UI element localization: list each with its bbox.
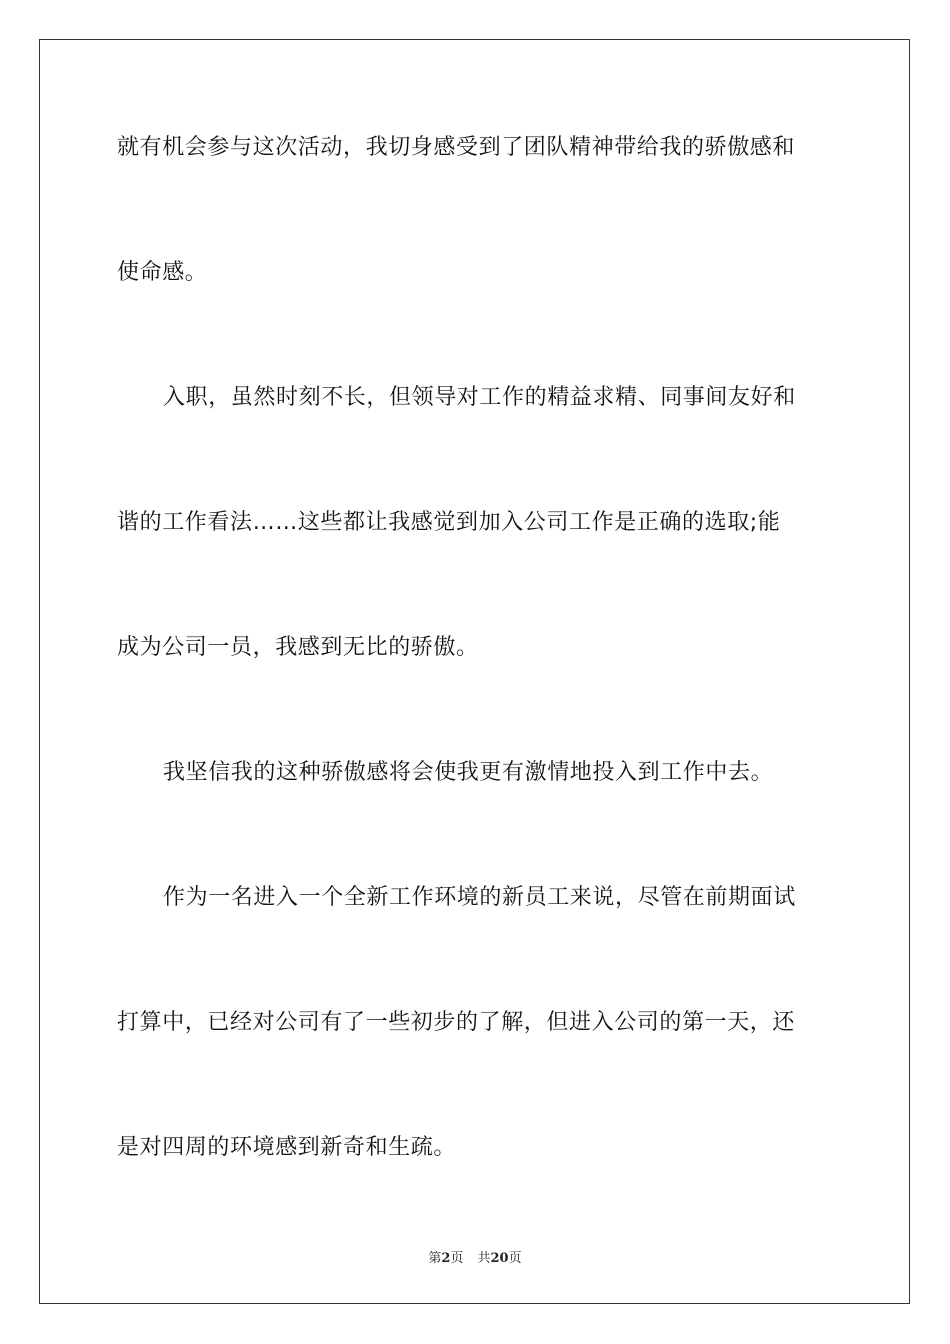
total-prefix: 共	[477, 1251, 491, 1266]
paragraph-line-3: 入职，虽然时刻不长，但领导对工作的精益求精、同事间友好和	[163, 385, 796, 410]
page-prefix: 第	[428, 1251, 442, 1266]
paragraph-line-4: 谐的工作看法……这些都让我感觉到加入公司工作是正确的选取;能	[117, 510, 781, 535]
page-border	[39, 39, 910, 1304]
page-number: 2	[441, 1251, 451, 1266]
total-pages: 20	[490, 1251, 509, 1266]
page-suffix: 页	[450, 1251, 464, 1266]
paragraph-line-7: 作为一名进入一个全新工作环境的新员工来说，尽管在前期面试	[163, 885, 796, 910]
paragraph-line-2: 使命感。	[117, 260, 208, 285]
total-suffix: 页	[508, 1251, 522, 1266]
paragraph-line-8: 打算中，已经对公司有了一些初步的了解，但进入公司的第一天，还	[117, 1010, 796, 1035]
paragraph-line-1: 就有机会参与这次活动，我切身感受到了团队精神带给我的骄傲感和	[117, 135, 796, 160]
paragraph-line-5: 成为公司一员，我感到无比的骄傲。	[117, 635, 479, 660]
paragraph-line-9: 是对四周的环境感到新奇和生疏。	[117, 1135, 457, 1160]
page-footer	[0, 1247, 950, 1266]
paragraph-line-6: 我坚信我的这种骄傲感将会使我更有激情地投入到工作中去。	[163, 760, 774, 785]
